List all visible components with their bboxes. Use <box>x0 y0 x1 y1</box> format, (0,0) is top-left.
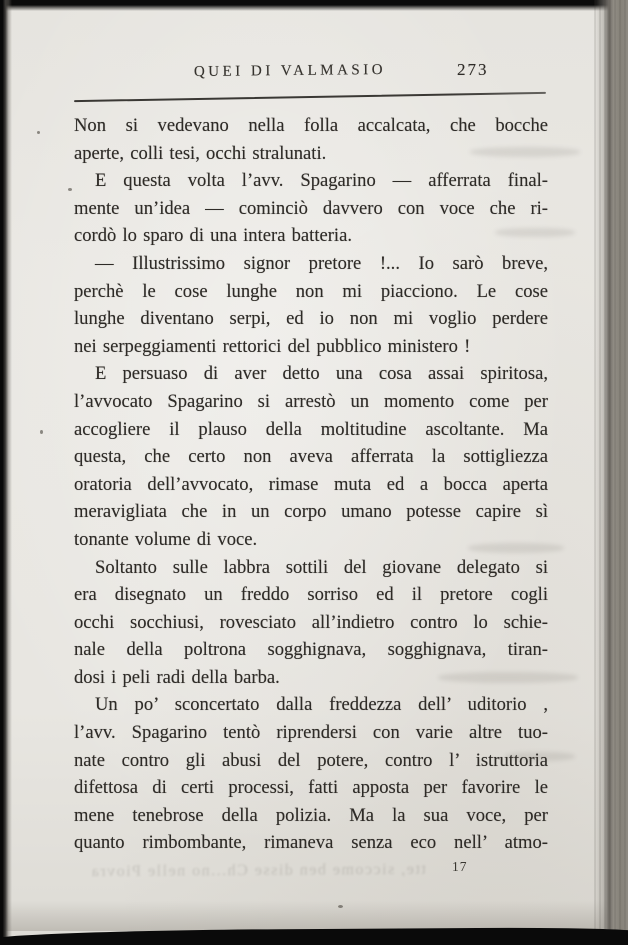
text-line: questa, che certo non aveva afferrata la sottigliezza <box>74 446 548 468</box>
text-line: E persuaso di aver detto una cosa assai spiritosa, <box>95 363 548 385</box>
bleed-through-smudge <box>468 543 564 553</box>
scan-edge-right <box>594 0 628 945</box>
text-line: mente un’idea — cominciò davvero con voce che ri- <box>74 197 548 219</box>
text-line: nale della poltrona sogghignava, sogghignava, tiran- <box>74 639 548 661</box>
bleed-through-smudge <box>505 752 575 761</box>
scan-speck <box>40 430 43 434</box>
scan-speck <box>68 188 72 191</box>
text-line: tonante volume di voce. <box>74 528 258 550</box>
text-line: perchè le cose lunghe non mi piacciono. Le cose <box>74 280 548 302</box>
text-line: l’avv. Spagarino tentò riprendersi con varie altre tuo- <box>74 722 548 744</box>
text-line: mene tenebrose della polizia. Ma la sua voce, per <box>74 804 548 826</box>
bleed-through-smudge <box>470 147 580 157</box>
text-line: Soltanto sulle labbra sottili del giovane delegato si <box>95 556 548 578</box>
text-line: occhi socchiusi, rovesciato all’indietro contro lo schie- <box>74 611 548 633</box>
scan-edge-top <box>0 0 628 11</box>
text-line: oratoria dell’avvocato, rimase muta ed a bocca aperta <box>74 473 548 495</box>
text-line: E questa volta l’avv. Spagarino — afferrata final- <box>95 170 548 192</box>
text-flow <box>74 112 548 857</box>
text-line: difettosa di certi processi, fatti apposta per favorire le <box>74 777 548 799</box>
signature-mark: 17 <box>452 859 468 874</box>
text-line: cordò lo sparo di una intera batteria. <box>74 225 352 247</box>
text-line: dosi i peli radi della barba. <box>74 666 280 688</box>
scan-speck <box>37 131 40 134</box>
text-line: nate contro gli abusi del potere, contro l’ istruttoria <box>74 749 548 771</box>
page-bottom-shadow <box>0 901 628 931</box>
running-header-title: QUEI DI VALMASIO <box>193 61 387 81</box>
text-line: meravigliata che in un corpo umano potesse capire sì <box>74 501 548 523</box>
text-line: accogliere il plauso della moltitudine ascoltante. Ma <box>74 418 548 440</box>
text-line: l’avvocato Spagarino si arrestò un momento come per <box>74 390 548 412</box>
bleed-through-text: tte, siccome ben disse Ch...no nelle Piovra <box>90 860 426 881</box>
bleed-through-smudge <box>438 672 578 683</box>
text-line: Un po’ sconcertato dalla freddezza dell’ uditorio , <box>95 694 548 716</box>
text-line: aperte, colli tesi, occhi stralunati. <box>74 142 327 164</box>
bleed-through-smudge <box>495 228 575 237</box>
scan-edge-left <box>0 0 12 945</box>
header-rule <box>74 92 546 102</box>
text-line: quanto rimbombante, rimaneva senza eco nell’ atmo- <box>74 832 548 854</box>
text-line: Non si vedevano nella folla accalcata, che bocche <box>74 115 548 136</box>
text-line: — Illustrissimo signor pretore !... Io sarò breve, <box>95 252 548 274</box>
text-line: era disegnato un freddo sorriso ed il pretore cogli <box>74 584 548 606</box>
text-line: lunghe diventano serpi, ed io non mi voglio perdere <box>74 308 548 330</box>
text-line: nei serpeggiamenti rettorici del pubblico ministero ! <box>74 335 471 357</box>
page-number: 273 <box>457 60 489 79</box>
